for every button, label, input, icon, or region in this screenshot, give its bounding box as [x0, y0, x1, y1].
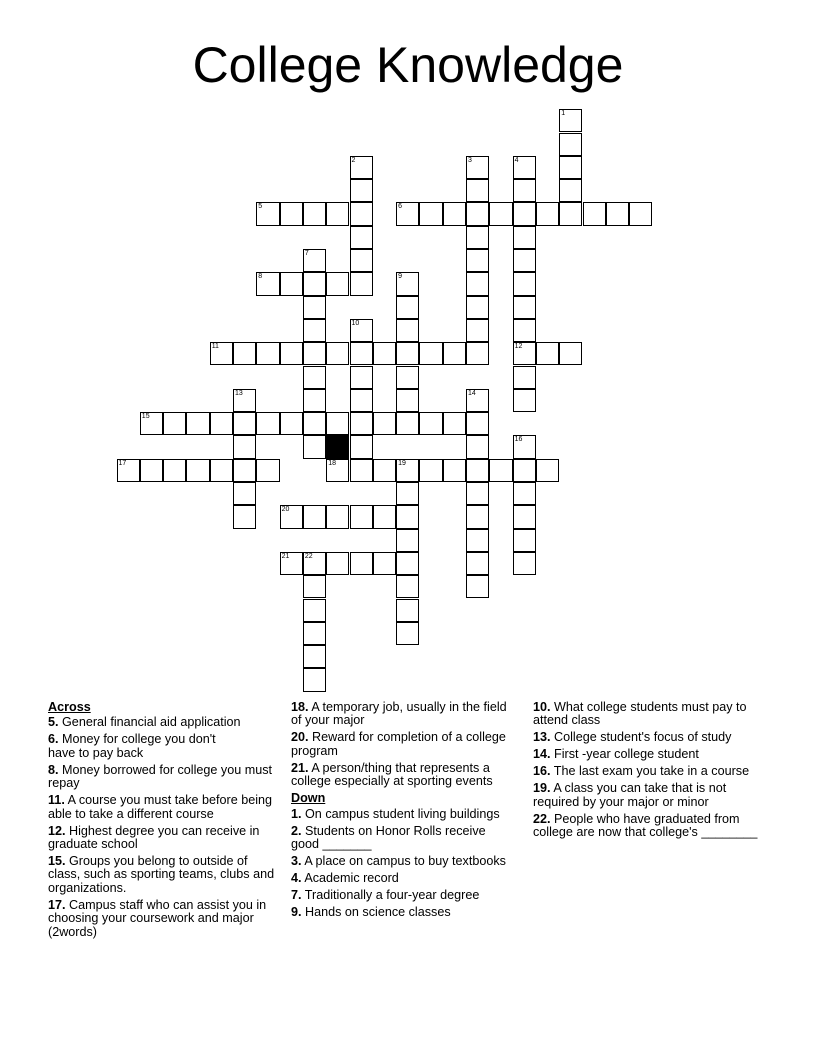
grid-cell[interactable] — [443, 459, 466, 482]
grid-cell[interactable] — [350, 272, 373, 295]
clue-down-19: 19. A class you can take that is not required by your major or minor — [533, 781, 727, 809]
clue-number: 10 — [351, 319, 360, 327]
grid-cell[interactable] — [350, 459, 373, 482]
grid-cell[interactable] — [396, 366, 419, 389]
grid-cell[interactable] — [396, 412, 419, 435]
grid-cell[interactable] — [303, 575, 326, 598]
grid-cell[interactable] — [489, 202, 512, 225]
grid-cell[interactable] — [513, 529, 536, 552]
grid-cell[interactable] — [559, 133, 582, 156]
grid-cell[interactable] — [466, 482, 489, 505]
clue-number: 2 — [351, 156, 356, 164]
grid-cell[interactable] — [396, 599, 419, 622]
grid-cell[interactable] — [536, 459, 559, 482]
grid-cell[interactable] — [396, 505, 419, 528]
grid-cell[interactable] — [629, 202, 652, 225]
grid-cell[interactable] — [513, 435, 536, 458]
grid-cell[interactable] — [303, 645, 326, 668]
clue-number: 9 — [398, 273, 402, 281]
grid-cell[interactable] — [163, 459, 186, 482]
grid-cell[interactable] — [326, 342, 349, 365]
clue-number: 3 — [468, 156, 472, 164]
clue-down-22: 22. People who have graduated from college are now that college's ________ — [533, 811, 758, 840]
grid-cell[interactable] — [559, 109, 582, 132]
clue-across-12: 12. Highest degree you can receive in graduate school — [48, 823, 260, 852]
grid-cell[interactable] — [303, 272, 326, 295]
clue-across-5: 5. General financial aid application — [48, 715, 241, 730]
grid-cell[interactable] — [466, 272, 489, 295]
grid-cell[interactable] — [303, 202, 326, 225]
grid-cell[interactable] — [466, 529, 489, 552]
clue-number: 1 — [561, 110, 566, 118]
grid-cell[interactable] — [396, 296, 419, 319]
grid-cell[interactable] — [256, 272, 279, 295]
grid-cell[interactable] — [140, 459, 163, 482]
grid-cell[interactable] — [466, 156, 489, 179]
grid-cell[interactable] — [466, 202, 489, 225]
grid-cell[interactable] — [466, 505, 489, 528]
grid-cell[interactable] — [326, 412, 349, 435]
clue-number: 14 — [468, 389, 476, 397]
clue-number: 11 — [211, 343, 219, 351]
grid-cell[interactable] — [326, 459, 349, 482]
clue-down-3: 3. A place on campus to buy textbooks — [291, 854, 506, 869]
grid-cell[interactable] — [350, 552, 373, 575]
clue-across-6: 6. Money for college you don't have to pay back — [48, 732, 216, 760]
clue-down-4: 4. Academic record — [291, 871, 399, 886]
grid-cell[interactable] — [350, 202, 373, 225]
grid-cell[interactable] — [350, 156, 373, 179]
grid-cell[interactable] — [210, 459, 233, 482]
grid-cell[interactable] — [466, 249, 489, 272]
grid-cell[interactable] — [210, 342, 233, 365]
grid-cell[interactable] — [350, 412, 373, 435]
grid-cell[interactable] — [233, 435, 256, 458]
grid-cell[interactable] — [559, 179, 582, 202]
grid-cell[interactable] — [303, 249, 326, 272]
clue-number: 17 — [118, 459, 127, 467]
grid-cell[interactable] — [466, 296, 489, 319]
grid-cell[interactable] — [443, 412, 466, 435]
grid-cell[interactable] — [419, 342, 442, 365]
clue-down-2: 2. Students on Honor Rolls receive good _______ — [291, 823, 486, 852]
clue-down-1: 1. On campus student living buildings — [291, 806, 500, 821]
grid-cell[interactable] — [350, 505, 373, 528]
grid-cell[interactable] — [186, 459, 209, 482]
clue-number: 13 — [235, 389, 243, 397]
clue-across-8: 8. Money borrowed for college you must repay — [48, 762, 273, 791]
clue-down-9: 9. Hands on science classes — [291, 905, 451, 920]
grid-cell[interactable] — [373, 552, 396, 575]
grid-cell[interactable] — [303, 296, 326, 319]
grid-cell[interactable] — [140, 412, 163, 435]
grid-cell[interactable] — [396, 272, 419, 295]
grid-cell[interactable] — [350, 435, 373, 458]
grid-cell[interactable] — [396, 389, 419, 412]
clue-across-17: 17. Campus staff who can assist you in choosing your coursework and major (2words) — [48, 897, 267, 939]
grid-cell[interactable] — [513, 156, 536, 179]
grid-cell[interactable] — [373, 342, 396, 365]
grid-cell[interactable] — [256, 412, 279, 435]
grid-cell[interactable] — [303, 319, 326, 342]
grid-cell[interactable] — [513, 482, 536, 505]
grid-cell[interactable] — [606, 202, 629, 225]
across-heading: Across — [48, 700, 91, 714]
grid-cell[interactable] — [396, 552, 419, 575]
clue-column-2 — [291, 701, 516, 923]
clue-number: 15 — [141, 413, 150, 421]
grid-cell[interactable] — [513, 249, 536, 272]
clue-number: 16 — [514, 436, 523, 444]
clue-number: 21 — [281, 552, 290, 560]
clue-across-11: 11. A course you must take before being able to take a different course — [48, 793, 273, 821]
grid-cell[interactable] — [280, 552, 303, 575]
grid-cell[interactable] — [443, 342, 466, 365]
grid-cell[interactable] — [350, 179, 373, 202]
grid-cell[interactable] — [350, 226, 373, 249]
grid-cell[interactable] — [559, 342, 582, 365]
grid-cell[interactable] — [303, 366, 326, 389]
grid-cell[interactable] — [513, 389, 536, 412]
grid-cell[interactable] — [117, 459, 140, 482]
grid-cell[interactable] — [326, 272, 349, 295]
grid-cell[interactable] — [280, 412, 303, 435]
grid-cell[interactable] — [350, 366, 373, 389]
grid-cell[interactable] — [396, 482, 419, 505]
grid-cell[interactable] — [373, 505, 396, 528]
clue-down-14: 14. First -year college student — [533, 747, 699, 762]
grid-cell[interactable] — [396, 459, 419, 482]
grid-cell[interactable] — [559, 202, 582, 225]
grid-cell[interactable] — [513, 505, 536, 528]
grid-cell[interactable] — [186, 412, 209, 435]
down-heading: Down — [291, 791, 326, 806]
grid-cell[interactable] — [303, 435, 326, 458]
grid-cell[interactable] — [280, 342, 303, 365]
grid-cell[interactable] — [303, 412, 326, 435]
clue-number: 18 — [328, 459, 336, 467]
grid-cell[interactable] — [513, 366, 536, 389]
grid-cell[interactable] — [536, 202, 559, 225]
grid-cell[interactable] — [466, 179, 489, 202]
grid-cell[interactable] — [303, 668, 326, 691]
grid-cell[interactable] — [280, 505, 303, 528]
clue-number: 6 — [398, 203, 402, 211]
grid-cell[interactable] — [466, 319, 489, 342]
grid-cell[interactable] — [163, 412, 186, 435]
grid-cell[interactable] — [419, 412, 442, 435]
grid-cell[interactable] — [513, 319, 536, 342]
clue-across-20: 20. Reward for completion of a college program — [291, 730, 506, 758]
clue-number: 20 — [281, 506, 290, 514]
grid-cell[interactable] — [210, 412, 233, 435]
grid-cell[interactable] — [513, 202, 536, 225]
clue-number: 19 — [398, 459, 406, 467]
grid-cell[interactable] — [513, 226, 536, 249]
grid-cell[interactable] — [466, 435, 489, 458]
grid-cell[interactable] — [513, 296, 536, 319]
block-cell — [326, 435, 349, 458]
grid-cell[interactable] — [350, 249, 373, 272]
clue-down-7: 7. Traditionally a four-year degree — [291, 888, 480, 903]
clue-number: 8 — [258, 273, 263, 281]
grid-cell[interactable] — [256, 342, 279, 365]
grid-cell[interactable] — [233, 412, 256, 435]
grid-cell[interactable] — [233, 342, 256, 365]
grid-cell[interactable] — [396, 202, 419, 225]
grid-cell[interactable] — [303, 552, 326, 575]
grid-cell[interactable] — [373, 459, 396, 482]
grid-cell[interactable] — [513, 342, 536, 365]
grid-cell[interactable] — [350, 319, 373, 342]
grid-cell[interactable] — [256, 202, 279, 225]
grid-cell[interactable] — [443, 202, 466, 225]
grid-cell[interactable] — [466, 342, 489, 365]
grid-cell[interactable] — [466, 389, 489, 412]
grid-cell[interactable] — [419, 459, 442, 482]
clue-across-15: 15. Groups you belong to outside of class, such as sporting teams, clubs and organizations. — [48, 854, 275, 895]
grid-cell[interactable] — [303, 599, 326, 622]
grid-cell[interactable] — [466, 575, 489, 598]
grid-cell[interactable] — [396, 622, 419, 645]
grid-cell[interactable] — [326, 552, 349, 575]
grid-cell[interactable] — [303, 342, 326, 365]
clue-down-16: 16. The last exam you take in a course — [533, 764, 750, 779]
grid-cell[interactable] — [513, 552, 536, 575]
grid-cell[interactable] — [303, 389, 326, 412]
clue-down-10: 10. What college students must pay to attend class — [533, 700, 747, 728]
grid-cell[interactable] — [303, 622, 326, 645]
grid-cell[interactable] — [396, 575, 419, 598]
grid-cell[interactable] — [373, 412, 396, 435]
grid-cell[interactable] — [466, 412, 489, 435]
grid-cell[interactable] — [583, 202, 606, 225]
clue-number: 22 — [304, 552, 313, 560]
puzzle-title: College Knowledge — [192, 37, 624, 93]
grid-cell[interactable] — [233, 482, 256, 505]
grid-cell[interactable] — [513, 179, 536, 202]
grid-cell[interactable] — [256, 459, 279, 482]
clue-down-13: 13. College student's focus of study — [533, 730, 732, 745]
grid-cell[interactable] — [513, 272, 536, 295]
grid-cell[interactable] — [396, 342, 419, 365]
grid-cell[interactable] — [396, 319, 419, 342]
grid-cell[interactable] — [419, 202, 442, 225]
grid-cell[interactable] — [466, 552, 489, 575]
grid-cell[interactable] — [396, 529, 419, 552]
clue-number: 12 — [514, 343, 523, 351]
grid-cell[interactable] — [536, 342, 559, 365]
grid-cell[interactable] — [233, 459, 256, 482]
grid-cell[interactable] — [466, 459, 489, 482]
grid-cell[interactable] — [350, 389, 373, 412]
grid-cell[interactable] — [326, 202, 349, 225]
grid-cell[interactable] — [303, 505, 326, 528]
grid-cell[interactable] — [233, 389, 256, 412]
grid-cell[interactable] — [559, 156, 582, 179]
grid-cell[interactable] — [350, 342, 373, 365]
clue-column-3 — [533, 701, 758, 843]
grid-cell[interactable] — [280, 202, 303, 225]
clue-number: 7 — [304, 250, 309, 257]
clue-across-21: 21. A person/thing that represents a college especially at sporting events — [291, 760, 493, 789]
grid-cell[interactable] — [326, 505, 349, 528]
clue-across-18: 18. A temporary job, usually in the field of your major — [291, 700, 507, 728]
clue-number: 4 — [514, 156, 519, 164]
grid-cell[interactable] — [280, 272, 303, 295]
clue-column-1 — [48, 701, 280, 943]
grid-cell[interactable] — [466, 226, 489, 249]
grid-cell[interactable] — [233, 505, 256, 528]
clue-number: 5 — [258, 203, 263, 211]
grid-cell[interactable] — [513, 459, 536, 482]
grid-cell[interactable] — [489, 459, 512, 482]
